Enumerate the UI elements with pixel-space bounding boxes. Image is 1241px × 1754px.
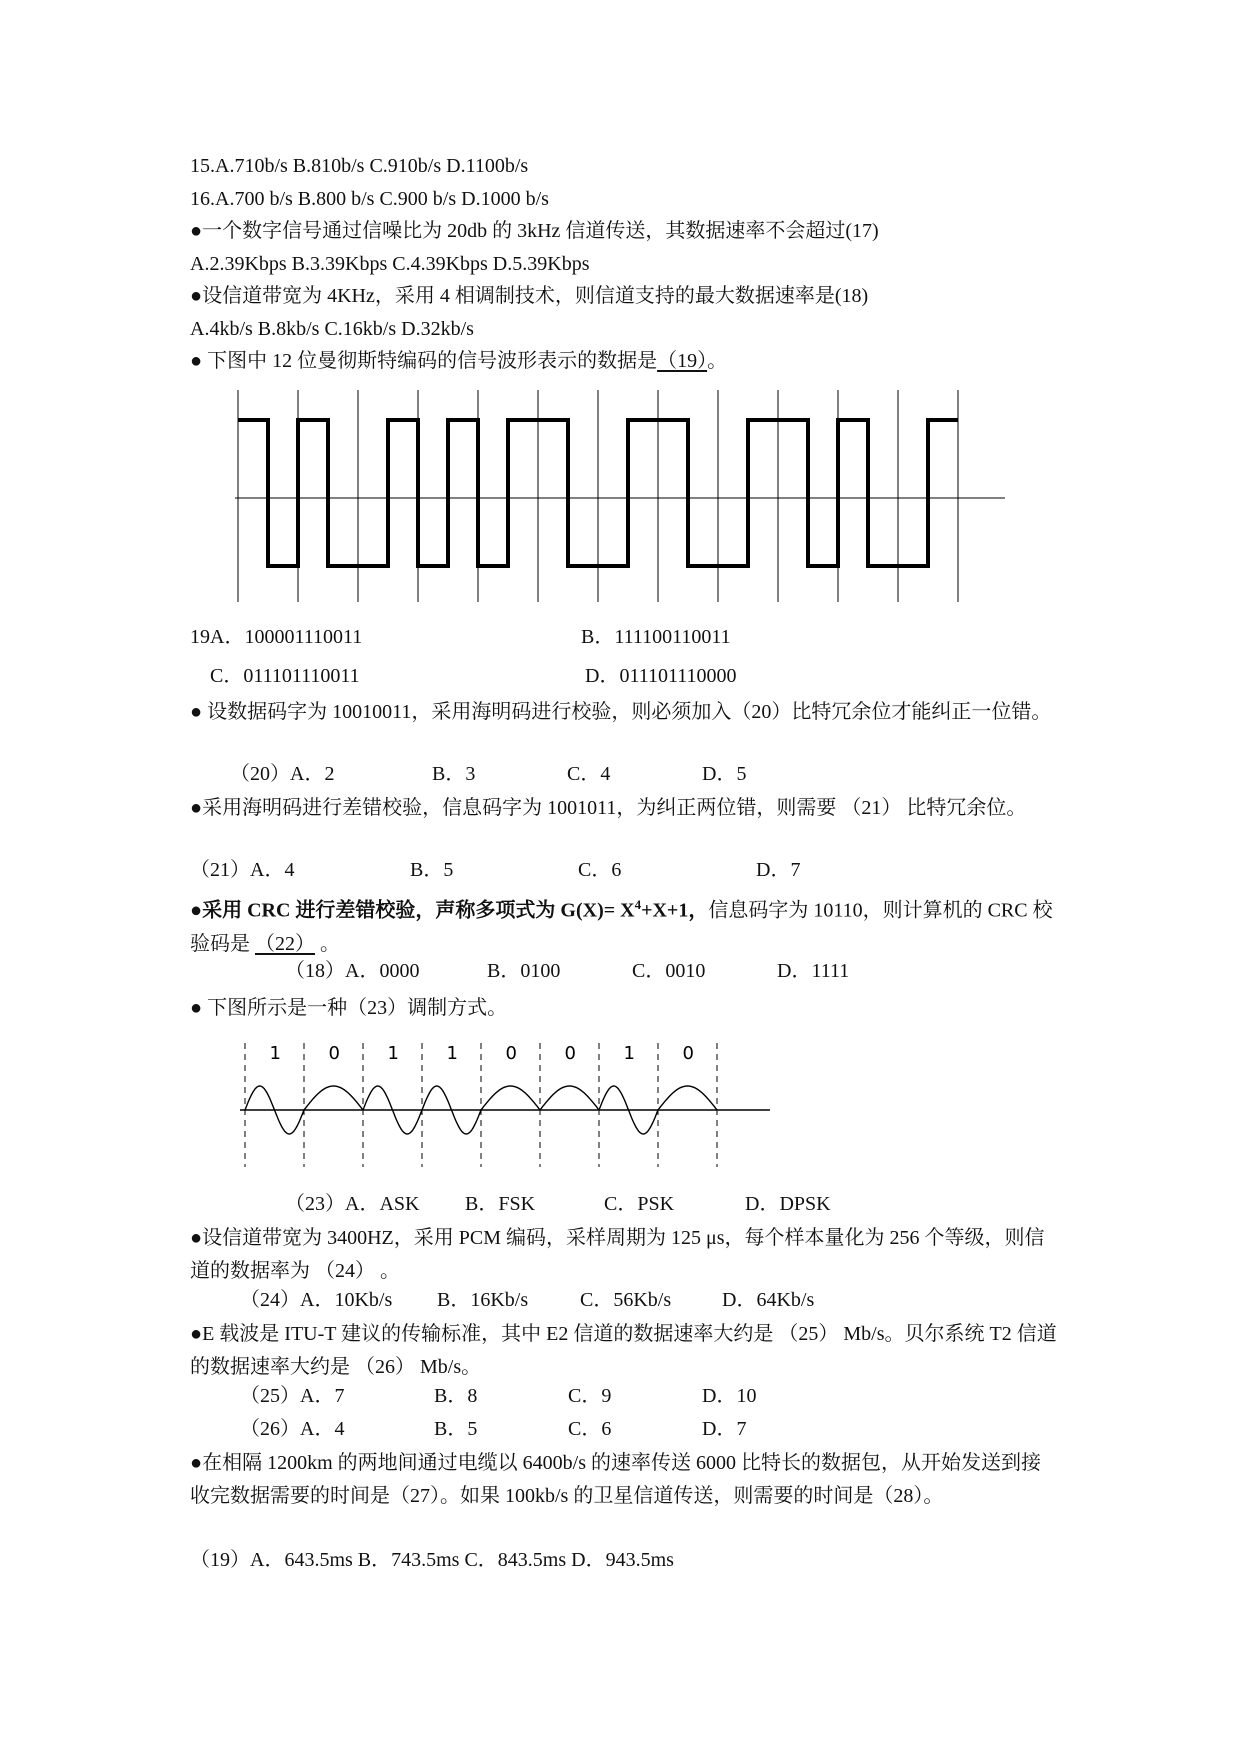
q26-option-b: B．5 [434, 1418, 478, 1440]
q19-option-c: C．011101110011 [210, 665, 360, 687]
q27-options: （19）A．643.5ms B．743.5ms C．843.5ms D．943.5ms [190, 1549, 674, 1571]
q26-option-d: D．7 [702, 1418, 747, 1440]
q21-option-c: C．6 [578, 859, 622, 881]
bit-label: 1 [387, 1043, 399, 1064]
bit-label: 0 [564, 1043, 576, 1064]
q22-option-a: （18）A．0000 [285, 960, 420, 982]
q20-option-a: （20）A．2 [230, 763, 335, 785]
q19-end: 。 [707, 350, 728, 372]
q23-option-c: C．PSK [604, 1193, 675, 1215]
q22-text: 信息码字为 10110，则计算机的 CRC 校验码是 [190, 899, 1053, 955]
fsk-waveform-figure [235, 1035, 775, 1175]
q23-option-b: B．FSK [465, 1193, 536, 1215]
q21-option-b: B．5 [410, 859, 454, 881]
q22-option-d: D．1111 [777, 960, 850, 982]
q21-option-a: （21）A．4 [190, 859, 295, 881]
q23-option-d: D．DPSK [745, 1193, 831, 1215]
question-27: ●在相隔 1200km 的两地间通过电缆以 6400b/s 的速率传送 6000 比特长的数据包，从开始发送到接收完数据需要的时间是（27）。如果 100kb/s 的卫星信道传送，则需要的时间是（28）。 [190, 1452, 1041, 1507]
q19-option-b: B．111100110011 [581, 626, 731, 648]
question-17: ●一个数字信号通过信噪比为 20db 的 3kHz 信道传送，其数据速率不会超过(17) [190, 220, 879, 242]
q22-bold-text-2: +X+1， [641, 899, 709, 922]
question-23: ● 下图所示是一种（23）调制方式。 [190, 997, 508, 1019]
bit-label: 0 [328, 1043, 340, 1064]
q16-options: 16.A.700 b/s B.800 b/s C.900 b/s D.1000 b/s [190, 188, 549, 210]
q18-options: A.4kb/s B.8kb/s C.16kb/s D.32kb/s [190, 318, 474, 340]
question-21: ●采用海明码进行差错校验，信息码字为 1001011，为纠正两位错，则需要 （21） 比特冗余位。 [190, 797, 1027, 819]
q24-option-b: B．16Kb/s [437, 1289, 529, 1311]
q25-option-c: C．9 [568, 1385, 612, 1407]
q22-end: 。 [315, 932, 340, 955]
q21-option-d: D．7 [756, 859, 801, 881]
q17-options: A.2.39Kbps B.3.39Kbps C.4.39Kbps D.5.39Kbps [190, 253, 590, 275]
bit-label: 0 [682, 1043, 694, 1064]
question-20: ● 设数据码字为 10010011，采用海明码进行校验，则必须加入（20）比特冗余位才能纠正一位错。 [190, 701, 1052, 723]
question-22 [190, 888, 1058, 961]
q20-option-d: D．5 [702, 763, 747, 785]
q22-blank: （22） [255, 932, 315, 955]
q25-option-b: B．8 [434, 1385, 478, 1407]
q24-option-c: C．56Kb/s [580, 1289, 672, 1311]
q19-option-a: 19A．100001110011 [190, 626, 363, 648]
q22-option-b: B．0100 [487, 960, 561, 982]
q19-text: ● 下图中 12 位曼彻斯特编码的信号波形表示的数据是 [190, 350, 658, 372]
bit-label: 1 [446, 1043, 458, 1064]
q26-option-a: （26）A．4 [240, 1418, 345, 1440]
question-24: ●设信道带宽为 3400HZ，采用 PCM 编码，采样周期为 125 μs，每个样本量化为 256 个等级，则信道的数据率为 （24） 。 [190, 1227, 1045, 1282]
question-19 [190, 349, 727, 373]
q22-exponent: 4 [634, 897, 642, 912]
bit-label: 0 [505, 1043, 517, 1064]
bit-label: 1 [269, 1043, 281, 1064]
q25-option-d: D．10 [702, 1385, 757, 1407]
bit-label: 1 [623, 1043, 635, 1064]
q20-option-c: C．4 [567, 763, 611, 785]
q22-option-c: C．0010 [632, 960, 706, 982]
question-18: ●设信道带宽为 4KHz，采用 4 相调制技术，则信道支持的最大数据速率是(18) [190, 285, 869, 307]
q20-option-b: B．3 [432, 763, 476, 785]
q19-blank: （19） [657, 350, 708, 372]
q15-options: 15.A.710b/s B.810b/s C.910b/s D.1100b/s [190, 155, 529, 177]
q24-option-a: （24）A．10Kb/s [240, 1289, 393, 1311]
q26-option-c: C．6 [568, 1418, 612, 1440]
q22-bold-text: ●采用 CRC 进行差错校验，声称多项式为 G(X)= X [190, 899, 635, 922]
q23-option-a: （23）A．ASK [285, 1193, 420, 1215]
q24-option-d: D．64Kb/s [722, 1289, 815, 1311]
q25-option-a: （25）A．7 [240, 1385, 345, 1407]
q19-option-d: D．011101110000 [585, 665, 737, 687]
manchester-waveform-figure [230, 390, 1010, 610]
question-25: ●E 载波是 ITU-T 建议的传输标准，其中 E2 信道的数据速率大约是 （25） Mb/s。贝尔系统 T2 信道的数据速率大约是 （26） Mb/s。 [190, 1323, 1057, 1378]
